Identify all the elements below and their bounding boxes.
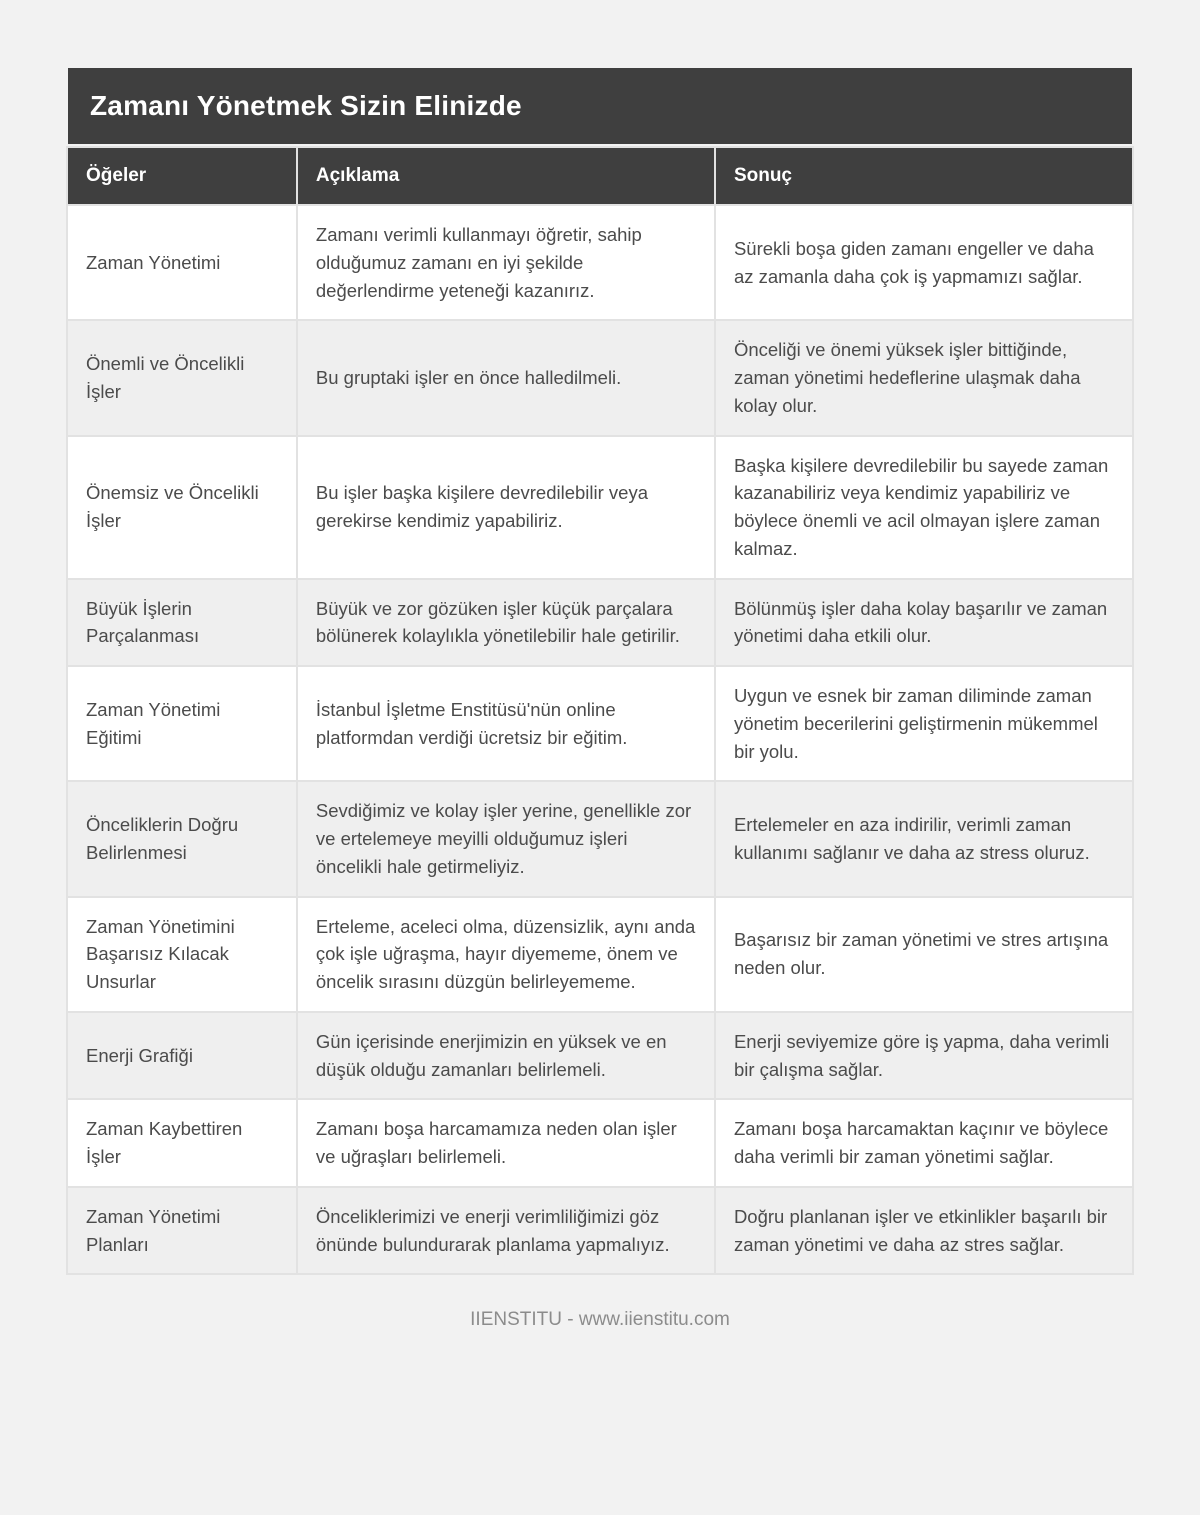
title-bar bbox=[68, 68, 1132, 144]
item-cell: Zaman Kaybettiren İşler bbox=[68, 1100, 296, 1186]
item-cell: Zaman Yönetimi bbox=[68, 206, 296, 319]
item-cell: Önceliklerin Doğru Belirlenmesi bbox=[68, 782, 296, 895]
item-cell: Zaman Yönetimi Planları bbox=[68, 1188, 296, 1274]
table-row bbox=[68, 206, 1132, 319]
item-cell: Önemsiz ve Öncelikli İşler bbox=[68, 437, 296, 578]
column-header-items: Öğeler bbox=[68, 148, 296, 204]
table-row bbox=[68, 898, 1132, 1011]
item-cell: Büyük İşlerin Parçalanması bbox=[68, 580, 296, 666]
result-cell: Sürekli boşa giden zamanı engeller ve daha az zamanla daha çok iş yapmamızı sağlar. bbox=[716, 206, 1132, 319]
time-management-table bbox=[66, 146, 1134, 1275]
description-cell: Bu işler başka kişilere devredilebilir veya gerekirse kendimiz yapabiliriz. bbox=[298, 437, 714, 578]
result-cell: Uygun ve esnek bir zaman diliminde zaman yönetim becerilerini geliştirmenin mükemmel bir yolu. bbox=[716, 667, 1132, 780]
item-cell: Enerji Grafiği bbox=[68, 1013, 296, 1099]
result-cell: Başarısız bir zaman yönetimi ve stres artışına neden olur. bbox=[716, 898, 1132, 1011]
item-cell: Zaman Yönetimi Eğitimi bbox=[68, 667, 296, 780]
result-cell: Enerji seviyemize göre iş yapma, daha verimli bir çalışma sağlar. bbox=[716, 1013, 1132, 1099]
description-cell: Erteleme, aceleci olma, düzensizlik, aynı anda çok işle uğraşma, hayır diyememe, önem ve öncelik sırasını düzgün belirleyememe. bbox=[298, 898, 714, 1011]
table-row bbox=[68, 1013, 1132, 1099]
result-cell: Doğru planlanan işler ve etkinlikler başarılı bir zaman yönetimi ve daha az stres sağlar. bbox=[716, 1188, 1132, 1274]
table-row bbox=[68, 667, 1132, 780]
footer-credit: IIENSTITU - www.iienstitu.com bbox=[470, 1309, 730, 1331]
result-cell: Başka kişilere devredilebilir bu sayede zaman kazanabiliriz veya kendimiz yapabiliriz ve böylece önemli ve acil olmayan işlere zaman kalmaz. bbox=[716, 437, 1132, 578]
description-cell: Sevdiğimiz ve kolay işler yerine, genellikle zor ve ertelemeye meyilli olduğumuz işleri öncelikli hale getirmeliyiz. bbox=[298, 782, 714, 895]
table-row bbox=[68, 437, 1132, 578]
item-cell: Zaman Yönetimini Başarısız Kılacak Unsurlar bbox=[68, 898, 296, 1011]
description-cell: Bu gruptaki işler en önce halledilmeli. bbox=[298, 321, 714, 434]
description-cell: Büyük ve zor gözüken işler küçük parçalara bölünerek kolaylıkla yönetilebilir hale getirilir. bbox=[298, 580, 714, 666]
table-row bbox=[68, 782, 1132, 895]
description-cell: İstanbul İşletme Enstitüsü'nün online platformdan verdiği ücretsiz bir eğitim. bbox=[298, 667, 714, 780]
document-card bbox=[68, 0, 1132, 1379]
description-cell: Zamanı boşa harcamamıza neden olan işler ve uğraşları belirlemeli. bbox=[298, 1100, 714, 1186]
table-row bbox=[68, 1100, 1132, 1186]
description-cell: Zamanı verimli kullanmayı öğretir, sahip olduğumuz zamanı en iyi şekilde değerlendirme yeteneği kazanırız. bbox=[298, 206, 714, 319]
table-body bbox=[68, 206, 1132, 1273]
table-row bbox=[68, 321, 1132, 434]
result-cell: Ertelemeler en aza indirilir, verimli zaman kullanımı sağlanır ve daha az stress oluruz. bbox=[716, 782, 1132, 895]
table-row bbox=[68, 1188, 1132, 1274]
description-cell: Gün içerisinde enerjimizin en yüksek ve en düşük olduğu zamanları belirlemeli. bbox=[298, 1013, 714, 1099]
table-header bbox=[68, 148, 1132, 204]
item-cell: Önemli ve Öncelikli İşler bbox=[68, 321, 296, 434]
table-row bbox=[68, 580, 1132, 666]
result-cell: Önceliği ve önemi yüksek işler bittiğinde, zaman yönetimi hedeflerine ulaşmak daha kolay olur. bbox=[716, 321, 1132, 434]
column-header-result: Sonuç bbox=[716, 148, 1132, 204]
result-cell: Zamanı boşa harcamaktan kaçınır ve böylece daha verimli bir zaman yönetimi sağlar. bbox=[716, 1100, 1132, 1186]
page-title: Zamanı Yönetmek Sizin Elinizde bbox=[90, 90, 522, 121]
result-cell: Bölünmüş işler daha kolay başarılır ve zaman yönetimi daha etkili olur. bbox=[716, 580, 1132, 666]
description-cell: Önceliklerimizi ve enerji verimliliğimizi göz önünde bulundurarak planlama yapmalıyız. bbox=[298, 1188, 714, 1274]
column-header-description: Açıklama bbox=[298, 148, 714, 204]
header-row bbox=[68, 148, 1132, 204]
